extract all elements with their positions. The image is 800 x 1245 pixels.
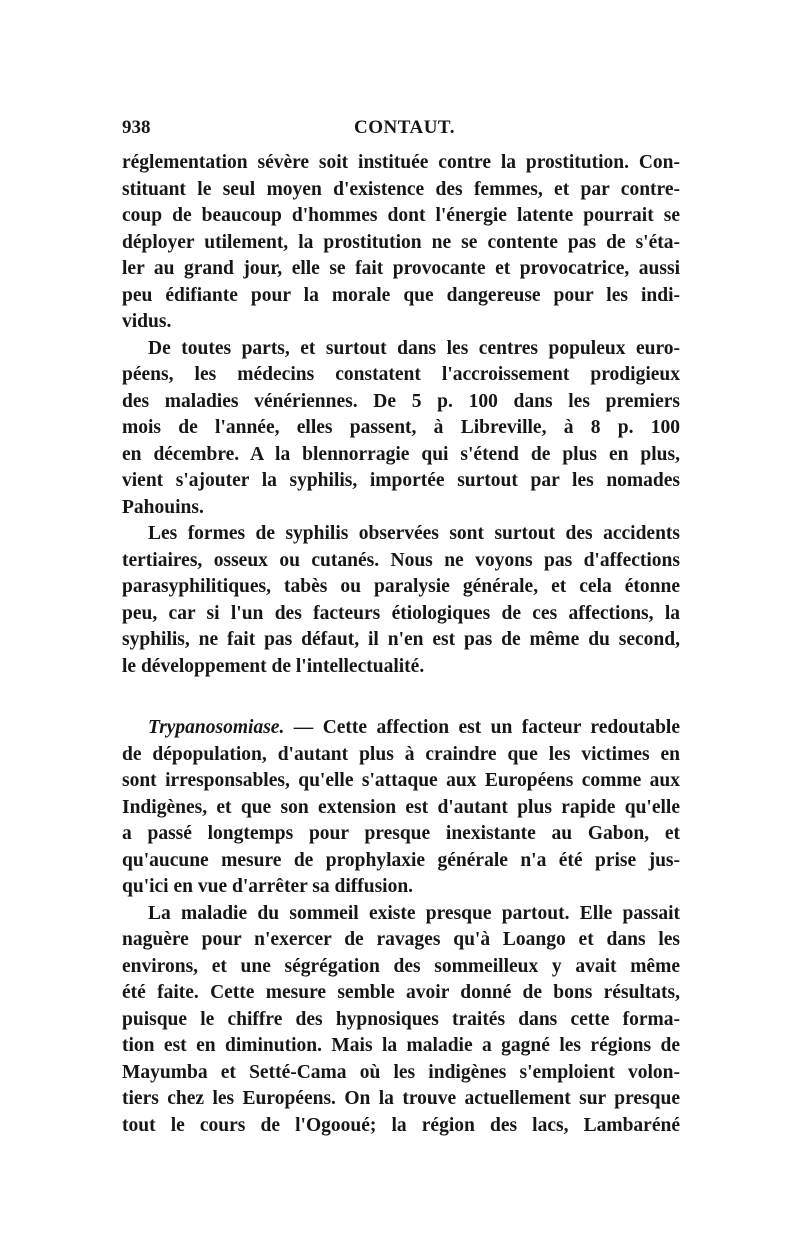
text-line: naguère pour n'exercer de ravages qu'à Loango et dans les [122,929,680,950]
text-line: de dépopulation, d'autant plus à craindre que les victimes en [122,743,680,765]
text-line: a passé longtemps pour presque inexistante au Gabon, et [122,823,680,844]
paragraph-sleeping-sickness [122,901,680,1140]
section-heading: Trypanosomiase. [148,717,285,738]
body-text [122,150,680,1139]
text-line: qu'ici en vue d'arrêter sa diffusion. [122,876,414,897]
text-line: tiers chez les Européens. On la trouve actuellement sur presque [122,1088,680,1109]
text-line: sont irresponsables, qu'elle s'attaque aux Européens comme aux [122,770,680,791]
text-line: syphilis, ne fait pas défaut, il n'en est pas de même du second, [122,629,680,650]
text-line: en décembre. A la blennorragie qui s'étend de plus en plus, [122,443,680,465]
paragraph-syphilis-forms [122,521,680,680]
text-line: péens, les médecins constatent l'accroissement prodigieux [122,364,680,385]
section-gap [122,680,680,715]
text-line: Les formes de syphilis observées sont surtout des accidents [148,523,680,544]
text-line: déployer utilement, la prostitution ne se contente pas de s'éta- [122,231,680,253]
text-line [122,715,680,742]
text-line: des maladies vénériennes. De 5 p. 100 dans les premiers [122,390,680,412]
text-line: qu'aucune mesure de prophylaxie générale n'a été prise jus- [122,849,680,871]
text-line: vient s'ajouter la syphilis, importée surtout par les nomades [122,470,680,491]
running-title: CONTAUT. [354,117,455,138]
text-line: stituant le seul moyen d'existence des femmes, et par contre- [122,178,680,200]
paragraph-trypanosomiasis [122,715,680,901]
text-line: Pahouins. [122,496,204,518]
text-line: Indigènes, et que son extension est d'autant plus rapide qu'elle [122,796,680,818]
paragraph-prostitution [122,150,680,336]
paragraph-venereal-diseases [122,336,680,522]
text-line: peu édifiante pour la morale que dangereuse pour les indi- [122,284,680,306]
text-line: tertiaires, osseux ou cutanés. Nous ne voyons pas d'affections [122,549,680,571]
text-line: vidus. [122,311,172,332]
text-line: puisque le chiffre des hypnosiques traités dans cette forma- [122,1008,680,1030]
text-line: mois de l'année, elles passent, à Libreville, à 8 p. 100 [122,417,680,438]
text-line-rest: — Cette affection est un facteur redoutable [284,717,680,738]
text-line: La maladie du sommeil existe presque partout. Elle passait [148,902,680,924]
text-line: parasyphilitiques, tabès ou paralysie générale, et cela étonne [122,576,680,597]
text-line: été faite. Cette mesure semble avoir donné de bons résultats, [122,982,680,1003]
text-line: le développement de l'intellectualité. [122,655,425,677]
page-header [122,117,682,147]
text-line: tout le cours de l'Ogooué; la région des lacs, Lambaréné [122,1114,680,1136]
text-line: De toutes parts, et surtout dans les centres populeux euro- [148,337,680,359]
text-line: Mayumba et Setté-Cama où les indigènes s'emploient volon- [122,1061,680,1083]
text-line: coup de beaucoup d'hommes dont l'énergie latente pourrait se [122,205,680,226]
text-line: peu, car si l'un des facteurs étiologiques de ces affections, la [122,602,680,624]
text-line: réglementation sévère soit instituée contre la prostitution. Con- [122,152,680,173]
text-line: tion est en diminution. Mais la maladie a gagné les régions de [122,1035,680,1056]
text-line: environs, et une ségrégation des sommeilleux y avait même [122,955,680,977]
text-line: ler au grand jour, elle se fait provocante et provocatrice, aussi [122,258,680,279]
page-number: 938 [122,117,151,138]
